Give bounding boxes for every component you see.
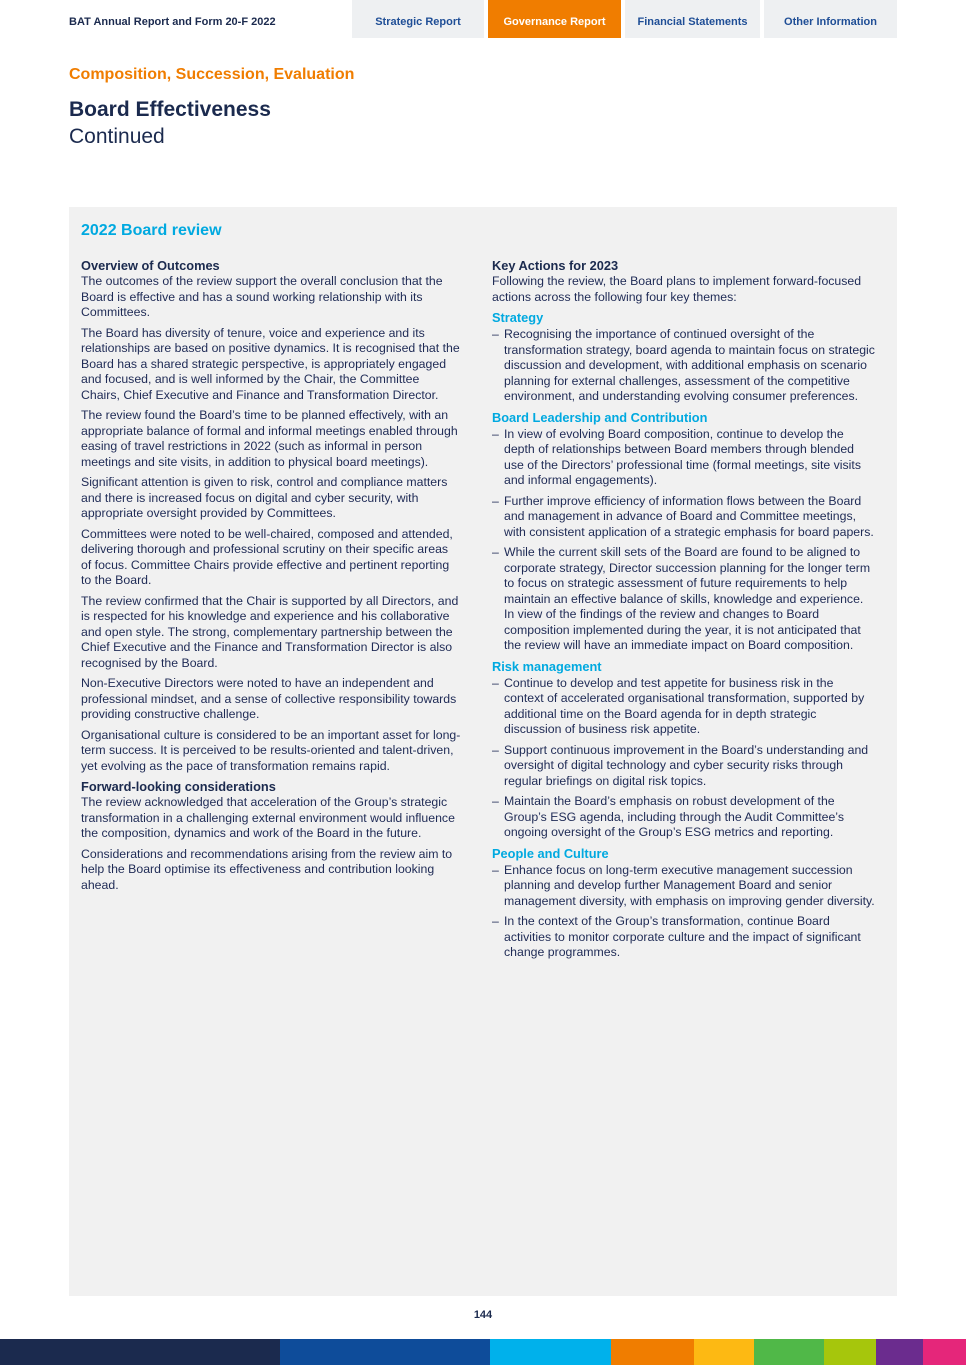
key-actions-heading: Key Actions for 2023	[492, 258, 619, 273]
tab-other-information[interactable]: Other Information	[764, 0, 897, 38]
panel-title: 2022 Board review	[81, 222, 222, 239]
report-title: BAT Annual Report and Form 20-F 2022	[69, 16, 276, 28]
page-title: Board Effectiveness	[69, 98, 271, 121]
list-item	[492, 494, 875, 541]
theme-title-strategy: Strategy	[492, 310, 544, 325]
section-label: Composition, Succession, Evaluation	[69, 66, 355, 83]
list-item	[492, 427, 875, 489]
theme-title-people-culture: People and Culture	[492, 845, 609, 861]
color-bar-segment	[824, 1339, 876, 1365]
list-item	[492, 676, 875, 738]
theme-title-board-leadership: Board Leadership and Contribution	[492, 409, 708, 425]
overview-paragraph: Organisational culture is considered to be an important asset for long-term success. It is perceived to be results-oriented and talent-driven, yet evolving as the pace of transformation remains rapid.	[81, 727, 461, 773]
color-bar-segment	[694, 1339, 754, 1365]
overview-paragraph: The review found the Board’s time to be planned effectively, with an appropriate balance of formal and informal meetings enabled through easing of travel restrictions in 2022 (such as informal in person meetings and site visits, in addition to physical board meetings).	[81, 408, 458, 469]
overview-paragraph: Significant attention is given to risk, control and compliance matters and there is increased focus on digital and cyber security, with appropriate oversight provided by Committees.	[81, 475, 448, 520]
forward-heading: Forward-looking considerations	[81, 779, 276, 794]
bullet-text: Further improve efficiency of information flows between the Board and management in advance of Board and Committee meetings, with consistent application of a strategic emphasis for board papers.	[504, 493, 874, 539]
dash-icon: –	[492, 426, 499, 441]
outcomes-column	[81, 258, 461, 898]
overview-paragraph: Non-Executive Directors were noted to have an independent and professional mindset, and a sense of collective responsibility towards providing constructive challenge.	[81, 676, 457, 721]
color-bar-segment	[280, 1339, 490, 1365]
page-subtitle: Continued	[69, 125, 165, 148]
tab-strategic-report[interactable]: Strategic Report	[352, 0, 484, 38]
key-actions-intro: Following the review, the Board plans to implement forward-focused actions across the following four key themes:	[492, 274, 862, 304]
list-item	[492, 327, 875, 405]
list-item	[492, 794, 875, 841]
bullet-text: Continue to develop and test appetite for business risk in the context of accelerated organisational transformation, supported by additional time on the Board agenda for in depth strategic discussion of business risk appetite.	[504, 675, 865, 736]
overview-heading: Overview of Outcomes	[81, 258, 220, 273]
bullet-text: Recognising the importance of continued oversight of the transformation strategy, board agenda to maintain focus on strategic discussion and development, with additional emphasis on scenario planning for external challenges, assessment of the competitive environment, and understanding evolving consumer preferences.	[504, 327, 875, 403]
overview-paragraph: The outcomes of the review support the overall conclusion that the Board is effective and has a sound working relationship with its Committees.	[81, 274, 443, 319]
list-item	[492, 914, 875, 961]
page-number: 144	[473, 1309, 493, 1321]
bullet-text: Enhance focus on long-term executive management succession planning and develop further Management Board and senior management diversity, with emphasis on improving gender diversity.	[504, 862, 875, 908]
brand-color-bar	[0, 1339, 966, 1365]
dash-icon: –	[492, 493, 499, 508]
overview-paragraph: Committees were noted to be well-chaired, composed and attended, delivering thorough and professional scrutiny on their specific areas of focus. Committee Chairs provide effective and pertinent reporting to the Board.	[81, 526, 453, 587]
bullet-text: Maintain the Board’s emphasis on robust development of the Group’s ESG agenda, including through the Audit Committee’s ongoing oversight of the Group’s ESG metrics and reporting.	[504, 794, 844, 839]
color-bar-segment	[876, 1339, 923, 1365]
dash-icon: –	[492, 675, 499, 690]
dash-icon: –	[492, 327, 499, 341]
overview-paragraph: The review confirmed that the Chair is supported by all Directors, and is respected for his knowledge and experience and his collaborative and open style. The strong, complementary partnership between the Chief Executive and the Finance and Transformation Director is also recognised by the Board.	[81, 593, 459, 670]
color-bar-segment	[0, 1339, 280, 1365]
tab-financial-statements[interactable]: Financial Statements	[625, 0, 760, 38]
theme-title-risk-management: Risk management	[492, 658, 602, 674]
bullet-text: Support continuous improvement in the Board’s understanding and oversight of digital technology and cyber security risks through regular briefings on digital risk topics.	[504, 742, 869, 788]
top-navigation	[0, 0, 966, 38]
list-item	[492, 863, 875, 910]
dash-icon: –	[492, 742, 499, 757]
dash-icon: –	[492, 862, 499, 877]
dash-icon: –	[492, 545, 499, 559]
forward-paragraph: The review acknowledged that acceleration of the Group’s strategic transformation in a challenging external environment would influence the composition, dynamics and work of the Board in the future.	[81, 795, 455, 840]
dash-icon: –	[492, 794, 499, 808]
bullet-text: In the context of the Group’s transformation, continue Board activities to monitor corporate culture and the impact of significant change programmes.	[504, 914, 861, 959]
bullet-text: In view of evolving Board composition, continue to develop the depth of relationships between Board members through blended use of the Directors’ professional time (formal meetings, site visits and informal engagements).	[504, 426, 861, 487]
color-bar-segment	[923, 1339, 966, 1365]
list-item	[492, 743, 875, 790]
color-bar-segment	[754, 1339, 824, 1365]
bullet-text: While the current skill sets of the Board are found to be aligned to corporate strategy, Director succession planning for the longer term to focus on strategic assessment of future requirements to help maintain an effective balance of skills, knowledge and experience. In view of the findings of the review and changes to Board composition implemented during the year, it is not anticipated that the review will have an immediate impact on Board composition.	[504, 545, 871, 652]
forward-paragraph: Considerations and recommendations arising from the review aim to help the Board optimise its effectiveness and contribution looking ahead.	[81, 846, 453, 892]
overview-paragraph: The Board has diversity of tenure, voice and experience and its relationships are based on positive dynamics. It is recognised that the Board has a shared strategic perspective, is appropriately engaged and focused, and is well informed by the Chair, the Committee Chairs, Chief Executive and Finance and Transformation Director.	[81, 325, 460, 402]
tab-governance-report[interactable]: Governance Report	[488, 0, 621, 38]
dash-icon: –	[492, 914, 499, 928]
color-bar-segment	[611, 1339, 694, 1365]
board-review-panel	[69, 207, 897, 1296]
key-actions-column	[492, 258, 875, 966]
color-bar-segment	[490, 1339, 611, 1365]
list-item	[492, 545, 875, 654]
